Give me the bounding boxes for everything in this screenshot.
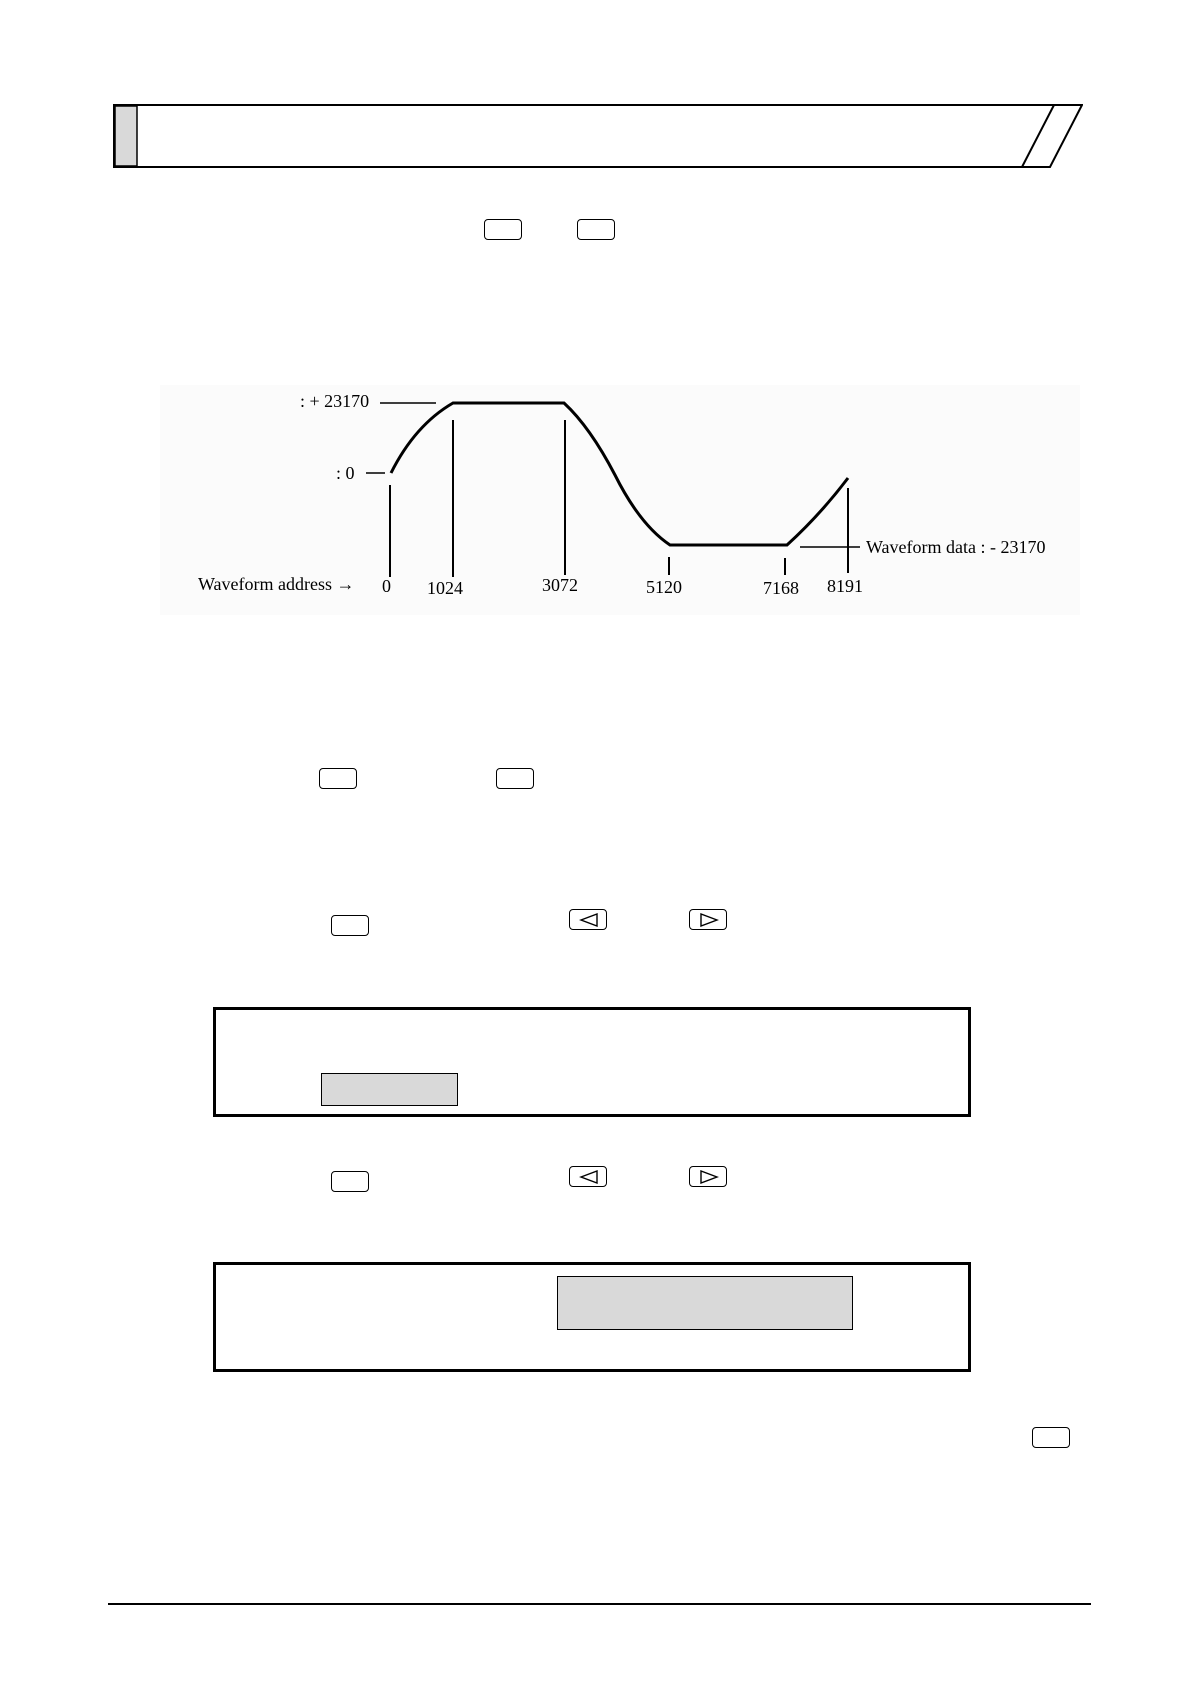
panel-key-5[interactable] <box>331 915 369 936</box>
address-tick-1024: 1024 <box>427 578 463 598</box>
lcd-1-highlight <box>321 1073 458 1106</box>
right-arrow-key-1[interactable] <box>689 909 727 930</box>
address-axis-label: Waveform address → <box>198 574 355 594</box>
panel-key-4[interactable] <box>496 768 534 789</box>
section-header-banner <box>113 104 1083 168</box>
max-value-label: : + 23170 <box>300 391 370 411</box>
panel-key-3[interactable] <box>319 768 357 789</box>
address-tick-3072: 3072 <box>542 575 578 595</box>
right-triangle-icon <box>699 1170 719 1184</box>
left-arrow-key-2[interactable] <box>569 1166 607 1187</box>
right-arrow-key-2[interactable] <box>689 1166 727 1187</box>
panel-key-7[interactable] <box>1032 1427 1070 1448</box>
right-triangle-icon <box>699 913 719 927</box>
left-triangle-icon <box>579 1170 599 1184</box>
panel-key-6[interactable] <box>331 1171 369 1192</box>
left-arrow-key-1[interactable] <box>569 909 607 930</box>
left-triangle-icon <box>579 913 599 927</box>
address-tick-8191: 8191 <box>827 576 863 596</box>
panel-key-2[interactable] <box>577 219 615 240</box>
lcd-2-highlight <box>557 1276 853 1330</box>
lcd-display-2 <box>213 1262 971 1372</box>
waveform-diagram <box>160 385 1080 615</box>
zero-value-label: : 0 <box>336 463 355 483</box>
address-tick-0: 0 <box>382 576 391 596</box>
panel-key-1[interactable] <box>484 219 522 240</box>
address-tick-5120: 5120 <box>646 577 682 597</box>
footer-rule <box>108 1603 1091 1605</box>
min-value-label: Waveform data : - 23170 <box>866 537 1046 557</box>
lcd-display-1 <box>213 1007 971 1117</box>
address-tick-7168: 7168 <box>763 578 799 598</box>
header-stripe <box>115 106 137 166</box>
